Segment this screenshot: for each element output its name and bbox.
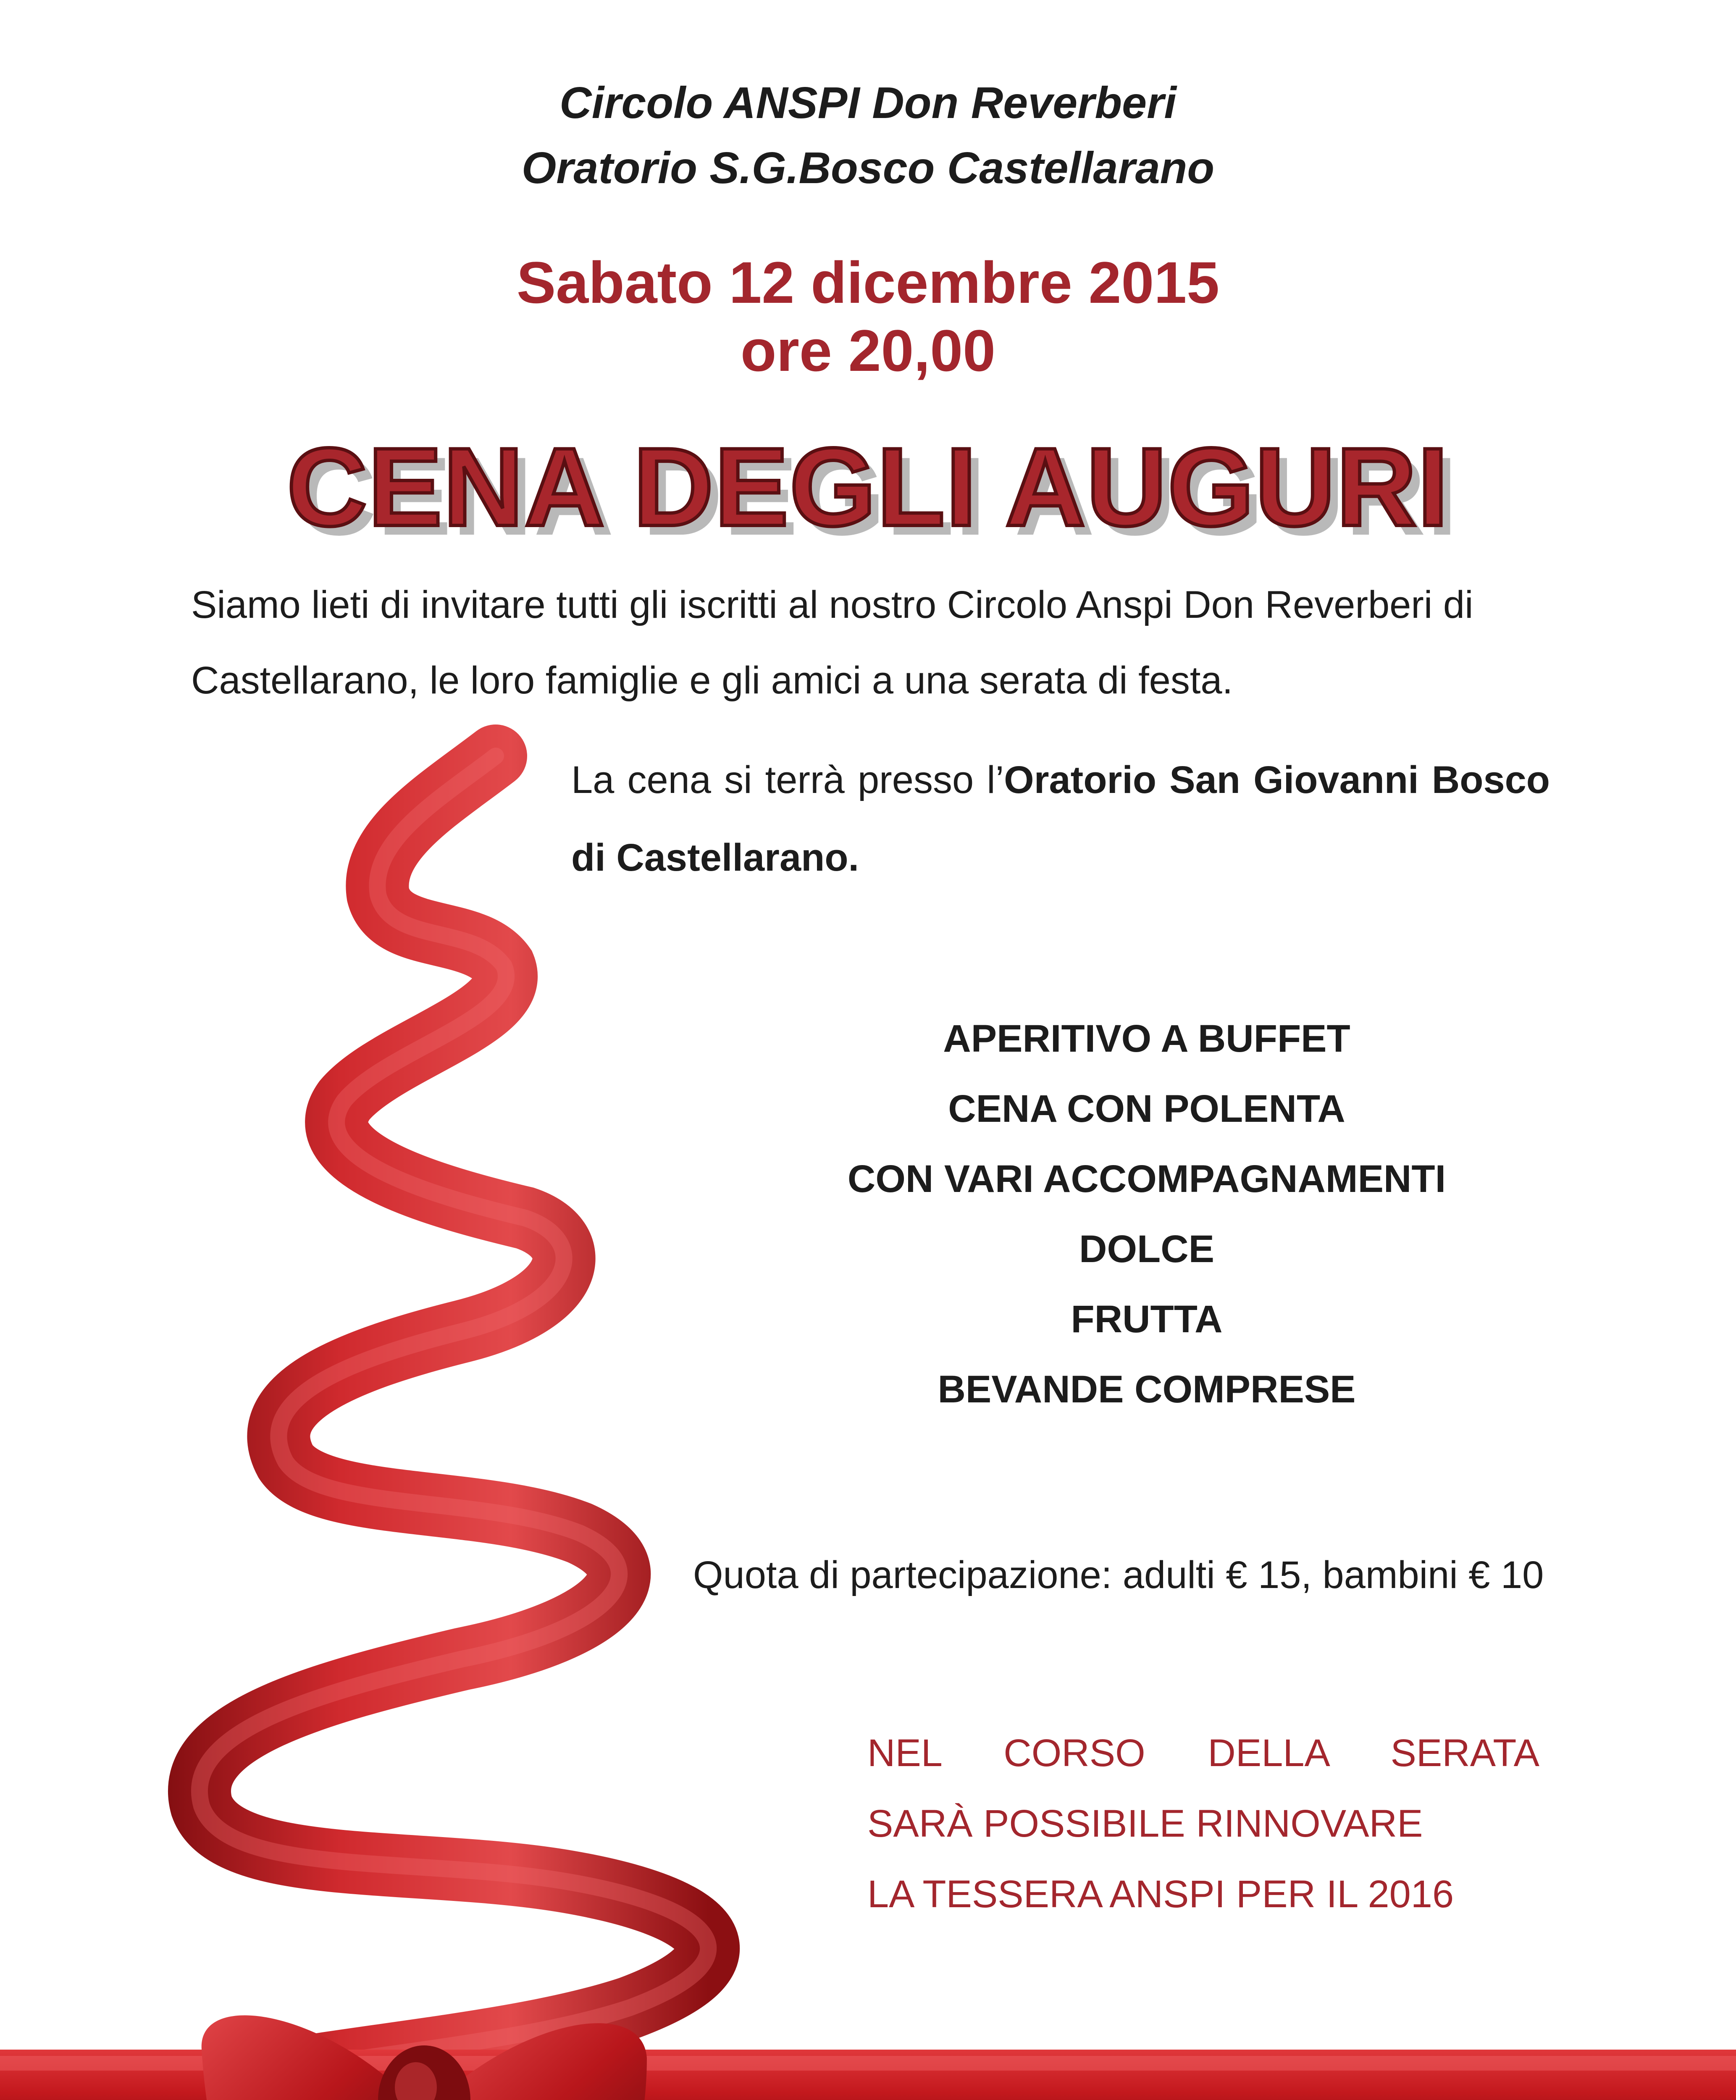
notice-line: SARÀ POSSIBILE RINNOVARE (867, 1802, 1423, 1845)
org-name: Circolo ANSPI Don Reverberi (559, 78, 1177, 128)
menu-item: DOLCE (1079, 1228, 1214, 1270)
notice-line: LA TESSERA ANSPI PER IL 2016 (867, 1873, 1454, 1916)
membership-notice (867, 1718, 1539, 1929)
menu-item: APERITIVO A BUFFET (943, 1017, 1350, 1060)
notice-line: NEL CORSO DELLA SERATA (867, 1732, 1539, 1774)
event-time: ore 20,00 (740, 318, 996, 383)
venue-place: Oratorio San Giovanni Bosco di Castellarano. (571, 759, 1550, 879)
menu-item: CENA CON POLENTA (948, 1087, 1345, 1130)
venue-paragraph (571, 741, 1550, 897)
org-location: Oratorio S.G.Bosco Castellarano (521, 143, 1215, 193)
event-date: Sabato 12 dicembre 2015 (516, 249, 1220, 315)
menu-list (764, 1004, 1529, 1425)
venue-prefix: La cena si terrà presso l’ (571, 759, 1004, 801)
ribbon-spiral-icon (144, 756, 709, 2100)
price-info: Quota di partecipazione: adulti € 15, bambini € 10 (693, 1554, 1544, 1596)
menu-item: BEVANDE COMPRESE (938, 1368, 1356, 1411)
intro-paragraph: Siamo lieti di invitare tutti gli iscritti al nostro Circolo Anspi Don Reverberi di Castellarano, le loro famiglie e gli amici a una serata di festa. (191, 583, 1473, 702)
menu-item: FRUTTA (1071, 1298, 1223, 1341)
event-title: CENA DEGLI AUGURI (286, 425, 1450, 549)
menu-item: CON VARI ACCOMPAGNAMENTI (847, 1158, 1446, 1200)
